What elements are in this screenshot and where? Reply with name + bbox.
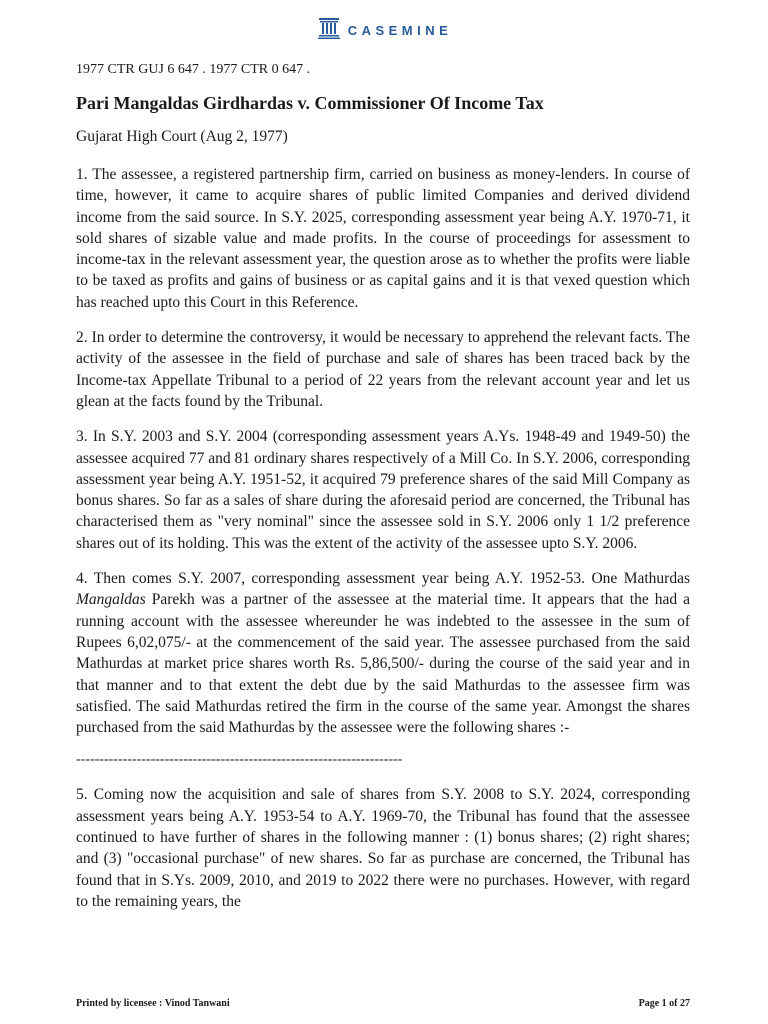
pillars-icon [316, 15, 342, 46]
logo-text: CASEMINE [347, 22, 453, 38]
court-and-date: Gujarat High Court (Aug 2, 1977) [76, 128, 288, 145]
casemine-logo[interactable] [316, 15, 453, 46]
header [0, 12, 768, 48]
paragraph-4-start: 4. Then comes S.Y. 2007, corresponding assessment year being A.Y. 1952-53. One Mathurdas [76, 570, 690, 588]
citation: 1977 CTR GUJ 6 647 . 1977 CTR 0 647 . [76, 62, 311, 77]
paragraph-4 [76, 568, 690, 738]
paragraph-3: 3. In S.Y. 2003 and S.Y. 2004 (corresponding assessment years A.Ys. 1948-49 and 1949-50) the assessee acquired 77 and 81 ordinary shares respectively of a Mill Co. In S.Y. 2006, corresponding assessment year being A.Y. 1951-52, it acquired 79 preference shares of the said Mill Company as bonus shares. So far as a sales of share during the aforesaid period are concerned, the Tribunal has characterised them as "very nominal" since the assessee sold in S.Y. 2006 only 1 1/2 preference shares out of its holding. This was the extent of the activity of the assessee upto S.Y. 2006. [76, 428, 690, 552]
paragraph-5: 5. Coming now the acquisition and sale of shares from S.Y. 2008 to S.Y. 2024, corresponding assessment years being A.Y. 1953-54 to A.Y. 1969-70, the Tribunal has found that the assessee continued to have further of shares in the following manner : (1) bonus shares; (2) right shares; and (3) "occasional purchase" of new shares. So far as purchase are concerned, the Tribunal has found that in S.Ys. 2009, 2010, and 2019 to 2022 there were no purchases. However, with regard to the remaining years, the [76, 786, 690, 910]
paragraph-1: 1. The assessee, a registered partnership firm, carried on business as money-lenders. In course of time, however, it came to acquire shares of public limited Companies and derived dividend income from the said source. In S.Y. 2025, corresponding assessment year being A.Y. 1970-71, it sold shares of sizable value and made profits. In the course of proceedings for assessment to income-tax in the relevant assessment year, the question arose as to whether the profits were liable to be taxed as profits and gains of business or as capital gains and it is that vexed question which has reached upto this Court in this Reference. [76, 166, 690, 311]
paragraph-4-italic: Mangaldas [76, 591, 146, 609]
document-body [76, 56, 690, 912]
paragraph-2: 2. In order to determine the controversy, it would be necessary to apprehend the relevant facts. The activity of the assessee in the field of purchase and sale of shares has been traced back by the Income-tax Appellate Tribunal to a period of 22 years from the relevant account year and let us glean at the facts found by the Tribunal. [76, 329, 690, 410]
footer [76, 998, 690, 1009]
paragraph-4-end: Parekh was a partner of the assessee at the material time. It appears that the had a running account with the assessee whereunder he was indebted to the assessee in the sum of Rupees 6,02,075/- at the commencement of the said year. The assessee purchased from the said Mathurdas at market price shares worth Rs. 5,86,500/- during the course of the said year and in that manner and to that extent the debt due by the said Mathurdas to the assessee firm was satisfied. The said Mathurdas retired the firm in the course of the same year. Amongst the shares purchased from the said Mathurdas by the assessee were the following shares :- [76, 591, 690, 737]
page-number: Page 1 of 27 [638, 998, 690, 1009]
printed-by: Printed by licensee : Vinod Tanwani [76, 998, 230, 1009]
divider: ---------------------------------------------------------------------- [76, 752, 403, 768]
case-title: Pari Mangaldas Girdhardas v. Commissioner Of Income Tax [76, 93, 544, 113]
